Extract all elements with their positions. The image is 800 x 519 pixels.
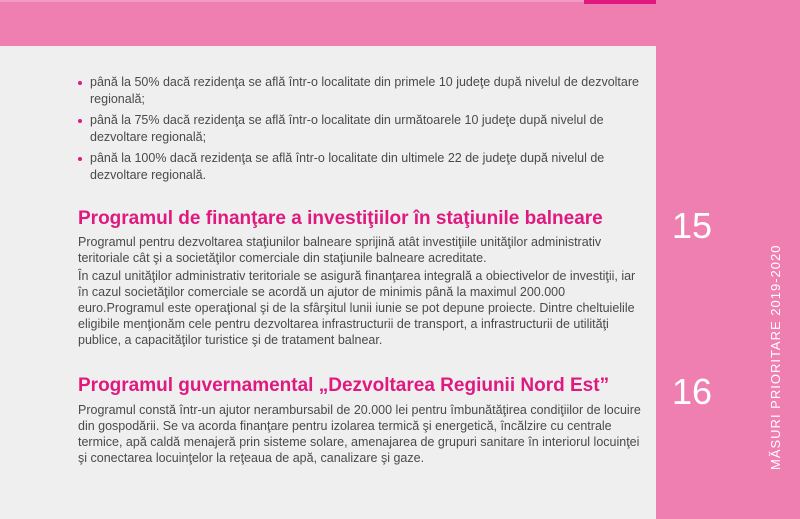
- section-15-paragraph-1: Programul pentru dezvoltarea staţiunilor balneare sprijină atât investiţiile unităţilor administrativ teritoriale cât şi a societăţilor comerciale din staţiunile balneare acreditate.: [78, 235, 602, 265]
- header-accent-bar: [584, 0, 656, 4]
- bullet-icon: [78, 119, 82, 123]
- section-15-title: Programul de finanţare a investiţiilor în staţiunile balneare: [78, 208, 603, 229]
- section-16-number: 16: [672, 371, 713, 412]
- side-label-text: MĂSURI PRIORITARE: [768, 320, 783, 470]
- list-item: [78, 150, 648, 184]
- section-15-number: 15: [672, 205, 713, 246]
- section-16-paragraph-1: Programul constă într-un ajutor nerambursabil de 20.000 lei pentru îmbunătăţirea condiţiilor de locuire din gospodării. Se va acorda finanţare pentru izolarea termică şi energetică, încălzire cu centrale termice, apă caldă menajeră prin sisteme solare, amenajarea de grupuri sanitare în interiorul locuinţei şi conectarea locuinţelor la reţeaua de apă, canalizare şi gaze.: [78, 403, 641, 465]
- side-label: [768, 245, 783, 470]
- bullet-text: până la 50% dacă rezidenţa se află într-o localitate din primele 10 judeţe după nivelul de dezvoltare regională;: [90, 75, 639, 106]
- bullet-text: până la 75% dacă rezidenţa se află într-o localitate din următoarele 10 judeţe după nivelul de dezvoltare regională;: [90, 113, 604, 144]
- bullet-list: [78, 74, 648, 188]
- side-label-years: 2019-2020: [768, 244, 783, 316]
- bullet-icon: [78, 81, 82, 85]
- section-16-title: Programul guvernamental „Dezvoltarea Regiunii Nord Est”: [78, 375, 610, 396]
- bullet-text: până la 100% dacă rezidenţa se află într-o localitate din ultimele 22 de judeţe după nivelul de dezvoltare regională.: [90, 151, 605, 182]
- header-divider: [0, 0, 584, 2]
- header-band: [0, 0, 800, 46]
- list-item: [78, 74, 648, 108]
- section-15-paragraph-2: În cazul unităţilor administrativ teritoriale se asigură finanţarea integrală a obiectivelor de investiţii, iar în cazul societăţilor comerciale se acordă un ajutor de minimis până la maximul 200.000 euro.Programul este operaţional şi de la sfârşitul lunii iunie se pot depune proiecte. Dintre cheltuielile eligibile menţionăm cele pentru dezvoltarea infrastructurii de transport, a infrastructurii de utilităţi publice, a capacităţilor turistice şi de tratament balnear.: [78, 269, 636, 347]
- bullet-icon: [78, 157, 82, 161]
- list-item: [78, 112, 648, 146]
